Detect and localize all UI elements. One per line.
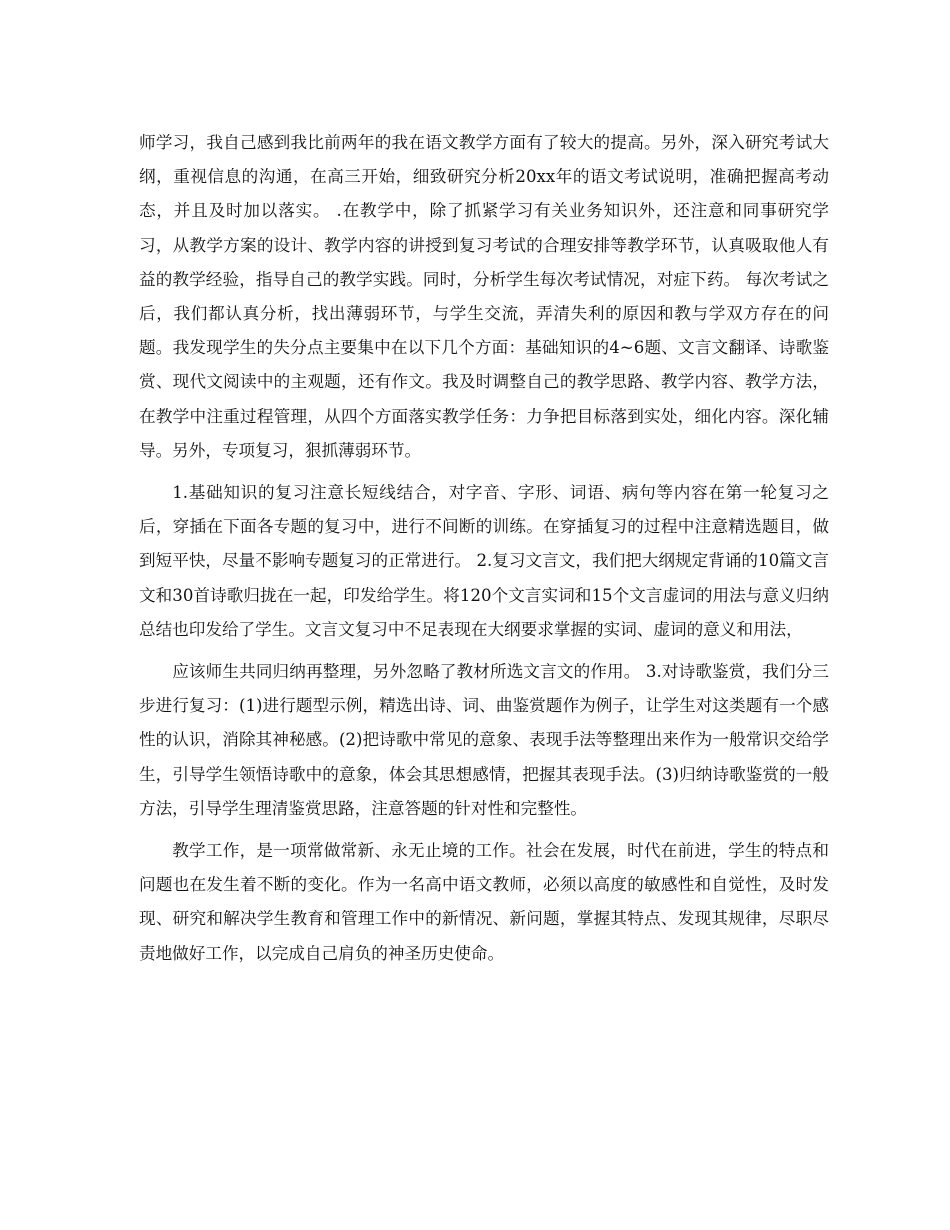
paragraph-basic-knowledge-and-classical-chinese: 1.基础知识的复习注意长短线结合，对字音、字形、词语、病句等内容在第一轮复习之后，穿插在下面各专题的复习中，进行不间断的训练。在穿插复习的过程中注意精选题目，做到短平快，尽量不影响专题复习的正常进行。 2.复习文言文，我们把大纲规定背诵的10篇文言文和30首诗歌归拢在一起，印发给学生。将120个文言实词和15个文言虚词的用法与意义归纳总结也印发给了学生。文言文复习中不足表现在大纲要求掌握的实词、虚词的意义和用法，: [139, 483, 829, 639]
document-body: [139, 126, 829, 979]
paragraph-conclusion: 教学工作，是一项常做常新、永无止境的工作。社会在发展，时代在前进，学生的特点和问题也在发生着不断的变化。作为一名高中语文教师，必须以高度的敏感性和自觉性，及时发现、研究和解决学生教育和管理工作中的新情况、新问题，掌握其特点、发现其规律，尽职尽责地做好工作，以完成自己肩负的神圣历史使命。: [139, 841, 829, 963]
paragraph-intro: 师学习，我自己感到我比前两年的我在语文教学方面有了较大的提高。另外，深入研究考试大纲，重视信息的沟通，在高三开始，细致研究分析20xx年的语文考试说明，准确把握高考动态，并且及时加以落实。 .在教学中，除了抓紧学习有关业务知识外，还注意和同事研究学习，从教学方案的设计、教学内容的讲授到复习考试的合理安排等教学环节，认真吸取他人有益的教学经验，指导自己的教学实践。同时，分析学生每次考试情况，对症下药。 每次考试之后，我们都认真分析，找出薄弱环节，与学生交流，弄清失利的原因和教与学双方存在的问题。我发现学生的失分点主要集中在以下几个方面：基础知识的4~6题、文言文翻译、诗歌鉴赏、现代文阅读中的主观题，还有作文。我及时调整自己的教学思路、教学内容、教学方法，在教学中注重过程管理，从四个方面落实教学任务：力争把目标落到实处，细化内容。深化辅导。另外，专项复习，狠抓薄弱环节。: [139, 133, 829, 460]
paragraph-poetry-appreciation: 应该师生共同归纳再整理，另外忽略了教材所选文言文的作用。 3.对诗歌鉴赏，我们分三步进行复习：(1)进行题型示例，精选出诗、词、曲鉴赏题作为例子，让学生对这类题有一个感性的认识，消除其神秘感。(2)把诗歌中常见的意象、表现手法等整理出来作为一般常识交给学生，引导学生领悟诗歌中的意象，体会其思想感情，把握其表现手法。(3)归纳诗歌鉴赏的一般方法，引导学生理清鉴赏思路，注意答题的针对性和完整性。: [139, 662, 829, 818]
